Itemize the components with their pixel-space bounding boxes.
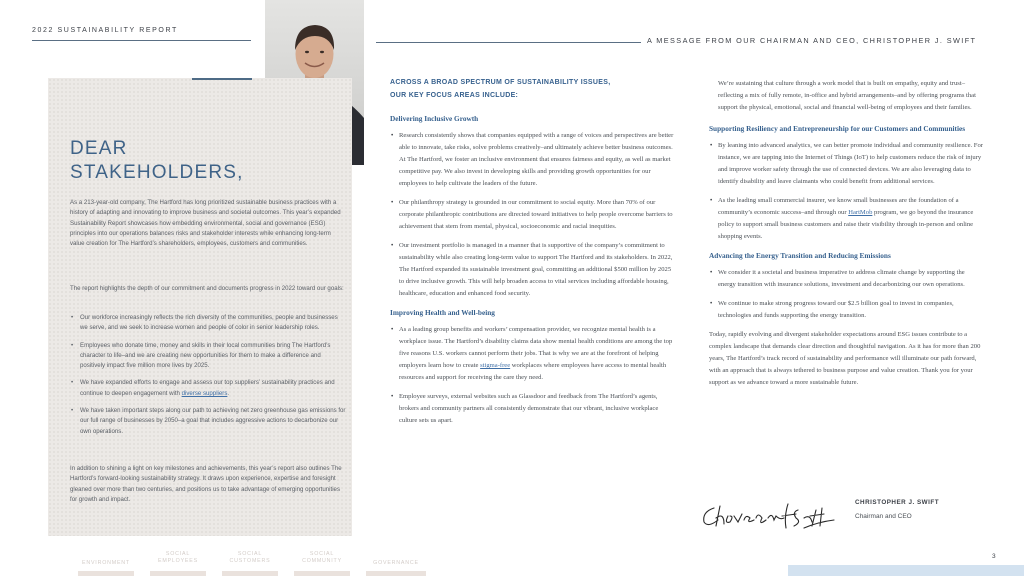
closing-paragraph: In addition to shining a light on key milestones and achievements, this year’s report also outlines The Hartford’s forward-looking sustainability strategy. It draws upon experience, expertise and foresight gleaned over more than two centuries, and positions us to take advantage of emerging opportunities for growth and impact. (70, 465, 342, 503)
section-heading-energy-transition: Advancing the Energy Transition and Reducing Emissions (709, 251, 891, 260)
nav-tab-social-community[interactable] (294, 551, 350, 565)
ceo-signature (700, 498, 838, 534)
list-item: • Our investment portfolio is managed in a manner that is supportive of the company’s commitment to sustainability while also creating long-term value to support The Hartford and its stakeholders. In 2022, The Hartford expanded its sustainable investment goal, committing an additional $500 million by 2025 to drive inclusive growth. This will help broaden access to vital services including affordable housing, healthcare, education and enhanced food security. (399, 240, 675, 300)
focus-areas-heading (390, 77, 675, 102)
section-heading-resiliency: Supporting Resiliency and Entrepreneurship for our Customers and Communities (709, 124, 966, 133)
nav-tab-bar (222, 571, 278, 576)
list-item (718, 195, 983, 243)
nav-tab-social-customers[interactable] (222, 551, 278, 565)
goal-item (80, 378, 346, 399)
salutation-line-1: DEAR (70, 138, 128, 159)
nav-tab-governance[interactable]: GOVERNANCE (373, 560, 419, 566)
report-label: 2022 SUSTAINABILITY REPORT (32, 27, 178, 34)
section-heading-inclusive-growth: Delivering Inclusive Growth (390, 114, 479, 123)
list-item: • Our philanthropy strategy is grounded in our commitment to social equity. More than 70% of our corporate philanthropic contributions are directed toward initiatives to help people overcome barriers to achievement that stem from mental, physical, socioeconomic and racial inequities. (399, 197, 675, 233)
right-column (709, 78, 983, 389)
nav-tab-environment[interactable]: ENVIRONMENT (82, 560, 130, 566)
resiliency-list (709, 140, 983, 243)
culture-paragraph: We’re sustaining that culture through a work model that is built on empathy, equity and trust–reflecting a mix of fully remote, in-office and hybrid arrangements–and by offering programs that support the physical, emotional, social and financial well-being of employees and their families. (718, 80, 976, 111)
focus-areas-heading-line-2: OUR KEY FOCUS AREAS INCLUDE: (390, 91, 519, 99)
goals-list (70, 313, 346, 444)
nav-tab-bar (78, 571, 134, 576)
nav-tab-bar (150, 571, 206, 576)
report-intro-paragraph: The report highlights the depth of our commitment and documents progress in 2022 toward our goals: (70, 285, 344, 292)
focus-areas-column (390, 77, 675, 434)
goal-item: • Our workforce increasingly reflects the rich diversity of the communities, people and businesses we serve, and we seek to increase women and people of color in senior leadership roles. (80, 313, 346, 334)
goal-item: • Employees who donate time, money and skills in their local communities bring The Hartford’s character to life–and we are creating new opportunities for them to make a difference and positively impact five million more lives by 2025. (80, 341, 346, 372)
page-number: 3 (992, 553, 996, 560)
nav-tab-bar (294, 571, 350, 576)
nav-tab-label-community: COMMUNITY (302, 558, 342, 564)
list-item: • Research consistently shows that companies equipped with a range of voices and perspectives are better able to innovate, take risks, solve problems creatively–and ultimately achieve better business outcomes. At The Hartford, we foster an inclusive environment that ensures fairness and equity, as well as market competitive pay. We also invest in developing skills and providing growth opportunities for our employees to help cultivate the leaders of the future. (399, 130, 675, 190)
list-item-text-end: program, we go beyond the insurance policy to support small business customers and raise their visibility through in-person and online shopping events. (718, 209, 974, 240)
goal-text: We have expanded efforts to engage and assess our top suppliers’ sustainability practices and continue to deepen engagement with (80, 379, 335, 397)
closing-paragraph: Today, rapidly evolving and divergent stakeholder expectations around ESG issues contribute to a complex landscape that demands clear direction and thoughtful navigation. As it has for more than 200 years, The Hartford’s track record of sustainability and performance will illuminate our path forward, with an approach that is always tethered to business purpose and value creation. Thank you for your support as we advance toward a more sustainable future. (709, 331, 981, 386)
list-item: • By leaning into advanced analytics, we can better promote individual and community resilience. For instance, we are tapping into the Internet of Things (IoT) to help customers reduce the risk of injury and improve worker safety through the use of connected devices. We are also leveraging data to identify disability and leave claimants who could benefit from additional services. (718, 140, 983, 188)
nav-tab-label-social: SOCIAL (165, 551, 191, 557)
list-item: • Employee surveys, external websites such as Glassdoor and feedback from The Hartford’s agents, brokers and community partners all consistently demonstrate that our vibrant, inclusive workplace culture sets us apart. (399, 391, 675, 427)
focus-areas-heading-line-1: ACROSS A BROAD SPECTRUM OF SUSTAINABILITY ISSUES, (390, 79, 611, 86)
diverse-suppliers-link[interactable]: diverse suppliers (181, 389, 228, 397)
salutation-line-2: STAKEHOLDERS, (70, 162, 244, 183)
header-divider-right (376, 42, 641, 43)
nav-tab-label-customers: CUSTOMERS (229, 558, 271, 564)
nav-tab-label-employees: EMPLOYEES (158, 558, 198, 564)
footer-accent-strip (788, 565, 1024, 576)
list-item-text: As a leading group benefits and workers’ compensation provider, we recognize mental health is a workplace issue. The Hartford’s disability claims data show mental health conditions are among the top five reasons U.S. workers cannot perform their jobs. That is why we are at the forefront of helping employers learn how to create (399, 326, 673, 369)
header-divider-left (32, 40, 251, 41)
stigma-free-link[interactable]: stigma-free (480, 362, 511, 369)
intro-paragraph: As a 213-year-old company, The Hartford has long prioritized sustainable business practices with a history of adapting and innovating to improve business and societal outcomes. This year’s expanded Sustainability Report showcases how embedding environmental, social and governance (ESG) principles into our operations balances risks and stakeholder interests while enhancing long-term value creation for The Hartford’s shareholders, employees, customers and communities. (70, 199, 341, 248)
list-item-text: As the leading small commercial insurer, we know small businesses are the foundation of a community’s economic success–and through our (718, 197, 959, 216)
list-item (399, 324, 675, 384)
salutation-heading (70, 137, 244, 185)
nav-tab-social-employees[interactable] (150, 551, 206, 565)
list-item: • We consider it a societal and business imperative to address climate change by supporting the energy transition with insurance solutions, investment and decarbonizing our own operations. (718, 267, 983, 291)
nav-tab-label-social: SOCIAL (237, 551, 263, 557)
list-item-text-end: workplaces where employees have access to mental health resources and support for receiving the care they need. (399, 362, 667, 381)
energy-transition-list (709, 267, 983, 322)
signer-name: CHRISTOPHER J. SWIFT (855, 499, 940, 506)
goal-item: • We have taken important steps along our path to achieving net zero greenhouse gas emissions for our full range of businesses by 2050–a goal that includes aggressive actions to decarbonize our own operations. (80, 406, 346, 437)
page-title: A MESSAGE FROM OUR CHAIRMAN AND CEO, CHRISTOPHER J. SWIFT (647, 36, 977, 45)
nav-tab-label-social: SOCIAL (309, 551, 335, 557)
nav-tab-bar (366, 571, 426, 576)
list-item: • We continue to make strong progress toward our $2.5 billion goal to invest in companies, technologies and funds supporting the energy transition. (718, 298, 983, 322)
section-heading-health-wellbeing: Improving Health and Well-being (390, 308, 495, 317)
inclusive-growth-list (390, 130, 675, 300)
goal-text-end: . (227, 389, 230, 397)
signer-title: Chairman and CEO (855, 513, 912, 520)
panel-accent-rule (192, 78, 252, 80)
culture-paragraph-wrap (709, 78, 983, 114)
health-wellbeing-list (390, 324, 675, 427)
hartmob-link[interactable]: HartMob (848, 209, 873, 216)
